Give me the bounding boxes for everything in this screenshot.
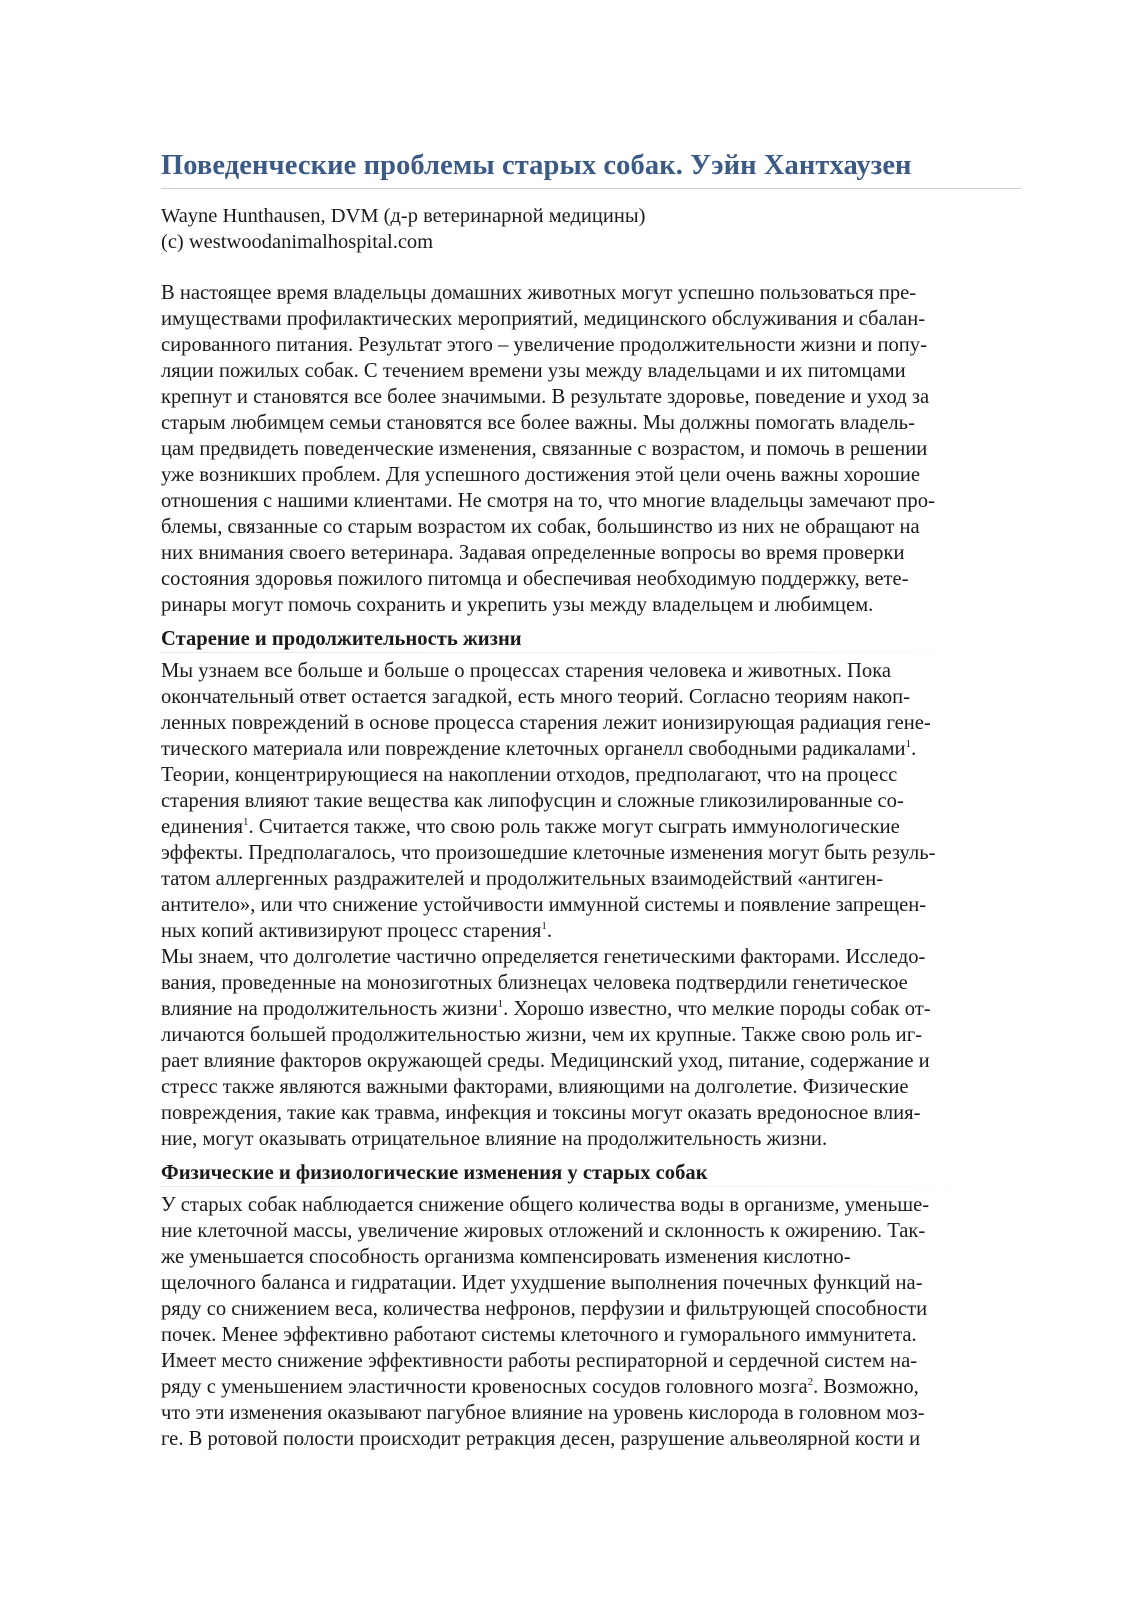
text-line: старым любимцем семьи становятся все более важны. Мы должны помогать владель- (161, 412, 915, 434)
line-text: стресс также являются важными факторами, влияющими на долголетие. Физические (161, 1076, 909, 1098)
text-line (161, 840, 1021, 866)
document-page (161, 150, 1021, 1452)
author-line: Wayne Hunthausen, DVM (д-р ветеринарной медицины) (161, 205, 646, 227)
text-line (161, 944, 1021, 970)
text-line (161, 736, 1021, 762)
line-text: Имеет место снижение эффективности работы респираторной и сердечной систем на- (161, 1350, 918, 1372)
line-text: что эти изменения оказывают пагубное влияние на уровень кислорода в головном моз- (161, 1402, 925, 1424)
line-text: повреждения, такие как травма, инфекция и токсины могут оказать вредоносное влия- (161, 1102, 921, 1124)
line-text: вания, проведенные на монозиготных близнецах человека подтвердили генетическое (161, 972, 908, 994)
section-heading-physical-changes: Физические и физиологические изменения у старых собак (161, 1160, 1021, 1187)
line-text-continued: . (546, 920, 553, 942)
text-line: сированного питания. Результат этого – увеличение продолжительности жизни и попу- (161, 334, 927, 356)
text-line (161, 892, 1021, 918)
intro-paragraph (161, 280, 1021, 618)
line-text: эффекты. Предполагалось, что произошедшие клеточные изменения могут быть резуль- (161, 842, 936, 864)
line-text: татом аллергенных раздражителей и продолжительных взаимодействий «антиген- (161, 868, 884, 890)
text-line (161, 996, 1021, 1022)
line-text: антитело», или что снижение устойчивости иммунной системы и появление запрещен- (161, 894, 927, 916)
text-line (161, 970, 1021, 996)
text-line (161, 1270, 1021, 1296)
text-line (161, 866, 1021, 892)
text-line (161, 684, 1021, 710)
line-text: влияние на продолжительность жизни (161, 998, 498, 1020)
line-text-continued: . Хорошо известно, что мелкие породы собак от- (503, 998, 931, 1020)
line-text: рает влияние факторов окружающей среды. Медицинский уход, питание, содержание и (161, 1050, 930, 1072)
text-line (161, 1100, 1021, 1126)
text-line: В настоящее время владельцы домашних животных могут успешно пользоваться пре- (161, 282, 917, 304)
text-line: блемы, связанные со старым возрастом их собак, большинство из них не обращают на (161, 516, 920, 538)
footnote-reference: 1 (905, 738, 912, 751)
text-line (161, 918, 1021, 944)
section-heading-aging: Старение и продолжительность жизни (161, 626, 1021, 653)
text-line (161, 1022, 1021, 1048)
line-text: ных копий активизируют процесс старения (161, 920, 542, 942)
footnote-reference: 1 (497, 998, 504, 1011)
text-line (161, 1048, 1021, 1074)
line-text: тического материала или повреждение клеточных органелл свободными радикалами (161, 738, 906, 760)
line-text: личаются большей продолжительностью жизни, чем их крупные. Также свою роль иг- (161, 1024, 923, 1046)
text-line: отношения с нашими клиентами. Не смотря на то, что многие владельцы замечают про- (161, 490, 935, 512)
text-line (161, 1400, 1021, 1426)
line-text: почек. Менее эффективно работают системы клеточного и гуморального иммунитета. (161, 1324, 917, 1346)
text-line (161, 814, 1021, 840)
line-text: ленных повреждений в основе процесса старения лежит ионизирующая радиация гене- (161, 712, 931, 734)
text-line: крепнут и становятся все более значимыми. В результате здоровье, поведение и уход за (161, 386, 930, 408)
text-line (161, 1126, 1021, 1152)
text-line: уже возникших проблем. Для успешного достижения этой цели очень важны хорошие (161, 464, 921, 486)
line-text: щелочного баланса и гидратации. Идет ухудшение выполнения почечных функций на- (161, 1272, 923, 1294)
text-line (161, 1374, 1021, 1400)
byline (161, 203, 1021, 255)
text-line (161, 762, 1021, 788)
line-text: Мы узнаем все больше и больше о процессах старения человека и животных. Пока (161, 660, 892, 682)
text-line: ляции пожилых собак. С течением времени узы между владельцами и их питомцами (161, 360, 906, 382)
line-text-continued: . Возможно, (813, 1376, 919, 1398)
line-text: ряду с уменьшением эластичности кровеносных сосудов головного мозга (161, 1376, 808, 1398)
text-line (161, 710, 1021, 736)
line-text: ге. В ротовой полости происходит ретракция десен, разрушение альвеолярной кости и (161, 1428, 921, 1450)
text-line: цам предвидеть поведенческие изменения, связанные с возрастом, и помочь в решении (161, 438, 928, 460)
document-title: Поведенческие проблемы старых собак. Уэйн Хантхаузен (161, 150, 1021, 189)
line-text: старения влияют такие вещества как липофусцин и сложные гликозилированные со- (161, 790, 904, 812)
line-text: ние, могут оказывать отрицательное влияние на продолжительность жизни. (161, 1128, 828, 1150)
line-text: же уменьшается способность организма компенсировать изменения кислотно- (161, 1246, 851, 1268)
line-text: Мы знаем, что долголетие частично определяется генетическими факторами. Исследо- (161, 946, 926, 968)
line-text: единения (161, 816, 244, 838)
text-line: ринары могут помочь сохранить и укрепить узы между владельцем и любимцем. (161, 594, 874, 616)
line-text-continued: . Считается также, что свою роль также могут сыграть иммунологические (248, 816, 900, 838)
text-line (161, 1218, 1021, 1244)
section-body-physical-changes (161, 1192, 1021, 1452)
text-line (161, 1426, 1021, 1452)
text-line (161, 788, 1021, 814)
text-line (161, 1192, 1021, 1218)
text-line (161, 1244, 1021, 1270)
text-line (161, 658, 1021, 684)
text-line (161, 1296, 1021, 1322)
footnote-reference: 1 (243, 816, 249, 829)
text-line: них внимания своего ветеринара. Задавая определенные вопросы во время проверки (161, 542, 905, 564)
footnote-reference: 2 (807, 1376, 814, 1389)
text-line: состояния здоровья пожилого питомца и обеспечивая необходимую поддержку, вете- (161, 568, 909, 590)
line-text: окончательный ответ остается загадкой, есть много теорий. Согласно теориям накоп- (161, 686, 910, 708)
text-line (161, 1074, 1021, 1100)
line-text: Теории, концентрирующиеся на накоплении отходов, предполагают, что на процесс (161, 764, 898, 786)
text-line: имуществами профилактических мероприятий, медицинского обслуживания и сбалан- (161, 308, 926, 330)
line-text: ряду со снижением веса, количества нефронов, перфузии и фильтрующей способности (161, 1298, 928, 1320)
text-line (161, 1322, 1021, 1348)
text-line (161, 1348, 1021, 1374)
line-text: ние клеточной массы, увеличение жировых отложений и склонность к ожирению. Так- (161, 1220, 926, 1242)
line-text: У старых собак наблюдается снижение общего количества воды в организме, уменьше- (161, 1194, 930, 1216)
source-line: (c) westwoodanimalhospital.com (161, 231, 434, 253)
line-text-continued: . (911, 738, 917, 760)
section-body-aging (161, 658, 1021, 1152)
footnote-reference: 1 (541, 920, 547, 933)
